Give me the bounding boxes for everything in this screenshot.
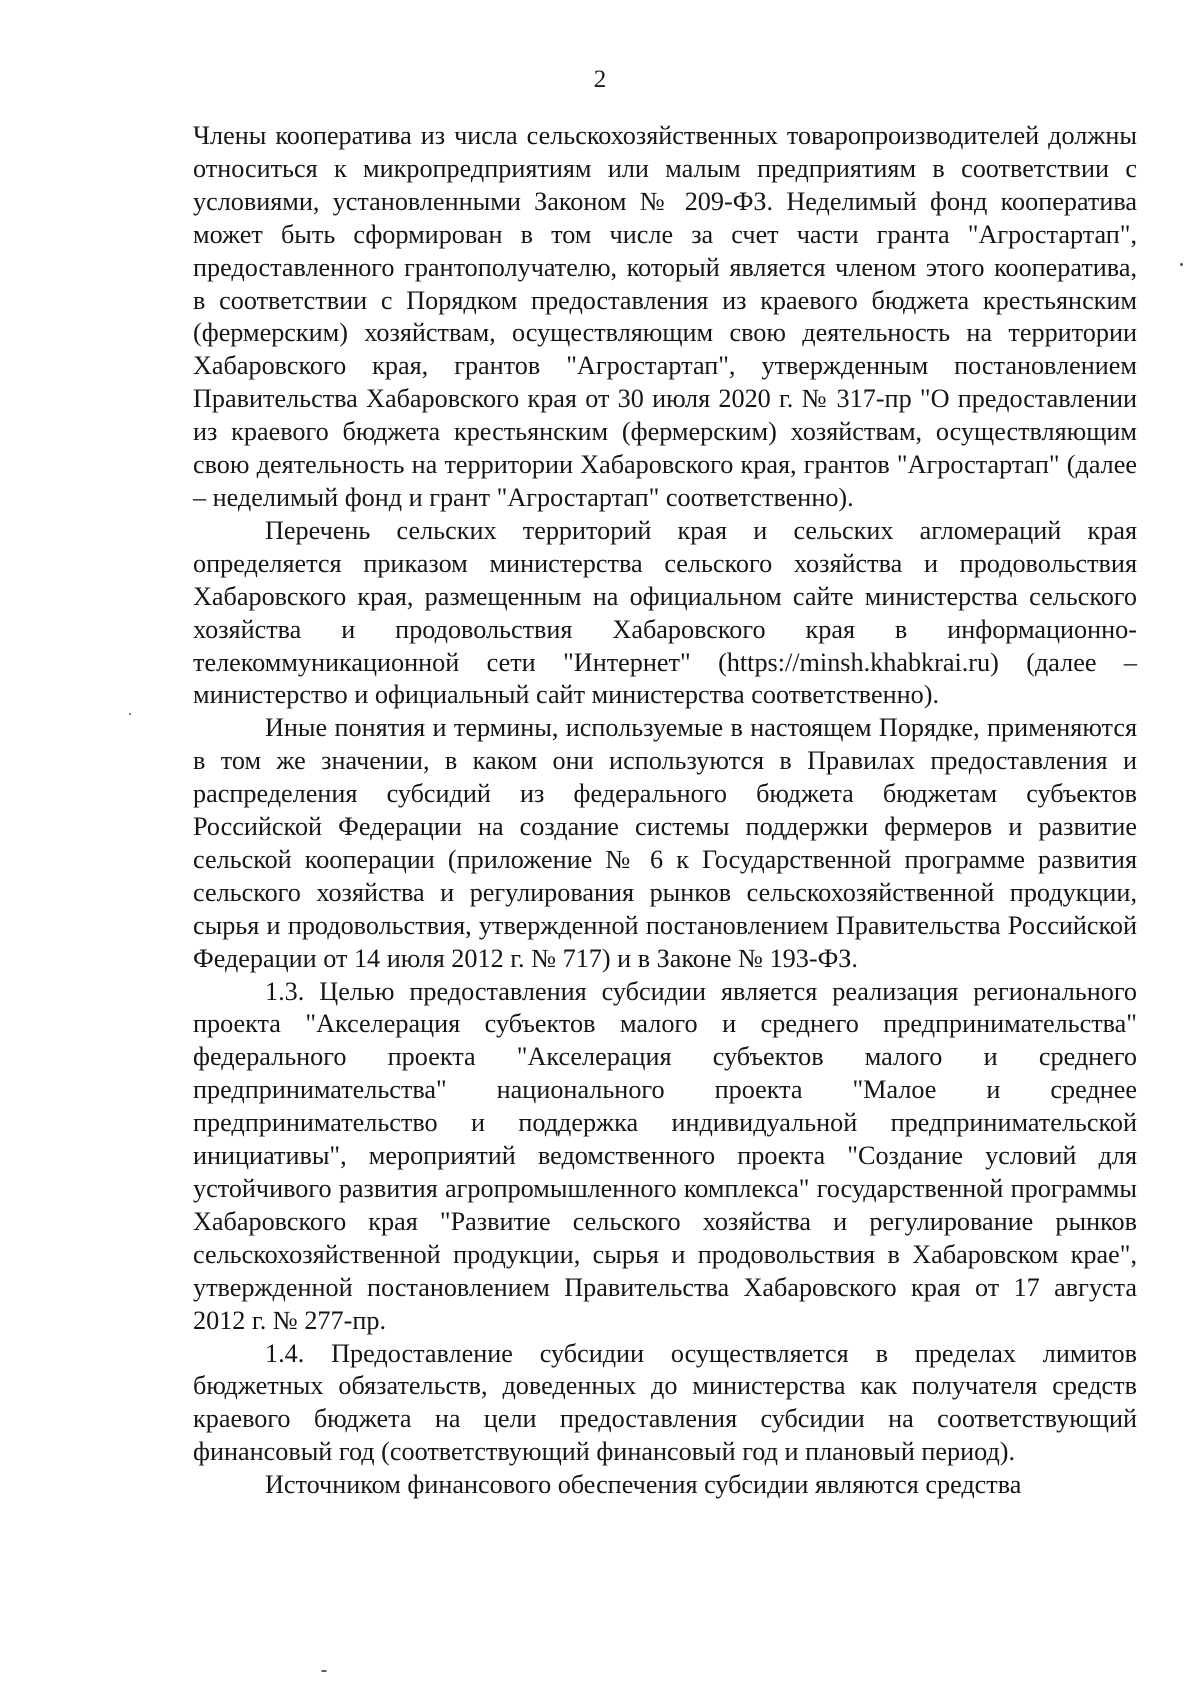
paragraph-cooperative-members: Члены кооператива из числа сельскохозяйственных товаропроизводителей должны относиться к микропредприятиям или малым предприятиям в соответствии с условиями, установленными Законом № 209-ФЗ. Неделимый фонд кооператива может быть сформирован в том числе за счет части гранта "Агростартап", предоставленного грантополучателю, который является членом этого кооператива, в соответствии с Порядком предоставления из краевого бюджета крестьянским (фермерским) хозяйствам, осуществляющим свою деятельность на территории Хабаровского края, грантов "Агростартап", утвержденным постановлением Правительства Хабаровского края от 30 июля 2020 г. № 317-пр "О предоставлении из краевого бюджета крестьянским (фермерским) хозяйствам, осуществляющим свою деятельность на территории Хабаровского края, грантов "Агростартап" (далее – неделимый фонд и грант "Агростартап" соответственно). xyxy=(193,121,1137,512)
page-number: 2 xyxy=(593,66,607,93)
paragraph-section-1-3: 1.3. Целью предоставления субсидии является реализация регионального проекта "Акселерация субъектов малого и среднего предпринимательства" федерального проекта "Акселерация субъектов малого и среднего предпринимательства" национального проекта "Малое и среднее предпринимательство и поддержка индивидуальной предпринимательской инициативы", мероприятий ведомственного проекта "Создание условий для устойчивого развития агропромышленного комплекса" государственной программы Хабаровского края "Развитие сельского хозяйства и регулирование рынков сельскохозяйственной продукции, сырья и продовольствия в Хабаровском крае", утвержденной постановлением Правительства Хабаровского края от 17 августа 2012 г. № 277-пр. xyxy=(193,976,1137,1335)
paragraph-section-1-4: 1.4. Предоставление субсидии осуществляется в пределах лимитов бюджетных обязательств, доведенных до министерства как получателя средств краевого бюджета на цели предоставления субсидии на соответствующий финансовый год (соответствующий финансовый год и плановый период). xyxy=(193,1338,1137,1467)
scan-speck xyxy=(129,713,131,715)
paragraph-rural-territories: Перечень сельских территорий края и сельских агломераций края определяется приказом министерства сельского хозяйства и продовольствия Хабаровского края, размещенным на официальном сайте министерства сельского хозяйства и продовольствия Хабаровского края в информационно-телекоммуникационной сети "Интернет" (https://minsh.khabkrai.ru) (далее – министерство и официальный сайт министерства соответственно). xyxy=(193,515,1137,710)
document-body xyxy=(193,120,1137,1502)
paragraph-funding-source: Источником финансового обеспечения субсидии являются средства xyxy=(265,1470,1022,1500)
paragraph-other-terms: Иные понятия и термины, используемые в настоящем Порядке, применяются в том же значении, в каком они используются в Правилах предоставления и распределения субсидий из федерального бюджета бюджетам субъектов Российской Федерации на создание системы поддержки фермеров и развитие сельской кооперации (приложение № 6 к Государственной программе развития сельского хозяйства и регулирования рынков сельскохозяйственной продукции, сырья и продовольствия, утвержденной постановлением Правительства Российской Федерации от 14 июля 2012 г. № 717) и в Законе № 193-ФЗ. xyxy=(193,713,1137,973)
scan-speck xyxy=(1180,263,1183,266)
scan-speck xyxy=(321,1670,327,1672)
